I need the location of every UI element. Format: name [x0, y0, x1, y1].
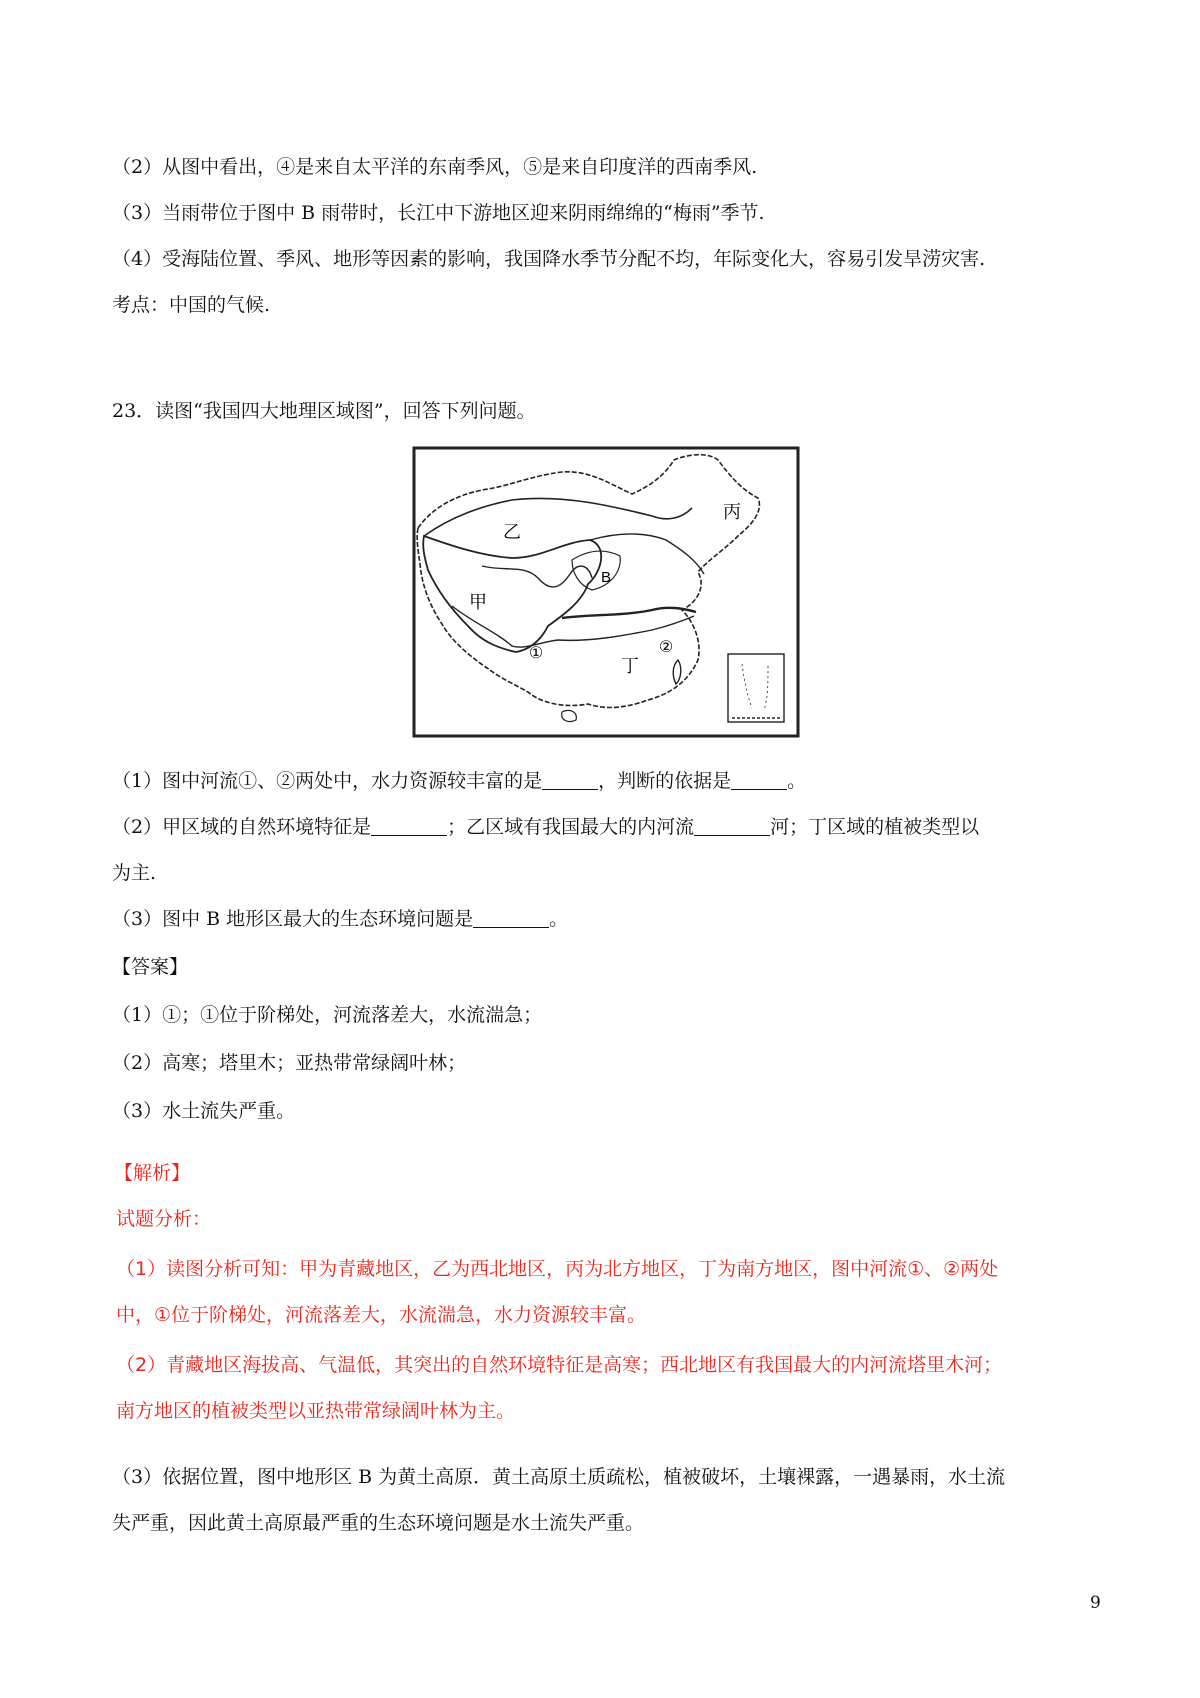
analysis-subheading: 试题分析： [116, 1208, 212, 1230]
label-ding: 丁 [621, 656, 639, 677]
label-yi: 乙 [503, 522, 521, 543]
question-title: 23．读图“我国四大地理区域图”，回答下列问题。 [112, 400, 536, 422]
q1-text-a: （1）图中河流①、②两处中，水力资源较丰富的是 [112, 770, 543, 792]
analysis-heading: 【解析】 [114, 1162, 191, 1184]
prev-kaodian: 考点：中国的气候. [112, 294, 271, 316]
q1-text-c: 。 [787, 770, 807, 792]
answer-2: （2）高寒；塔里木；亚热带常绿阔叶林； [112, 1052, 467, 1074]
q3-text-b: 。 [549, 908, 569, 930]
page-number: 9 [1090, 1593, 1101, 1613]
answer-1: （1）①；①位于阶梯处，河流落差大，水流湍急； [112, 1004, 543, 1026]
analysis-p1-line2: 中，①位于阶梯处，河流落差大，水流湍急，水力资源较丰富。 [116, 1304, 647, 1326]
q1-blank-2 [731, 771, 787, 790]
analysis-p2-line2: 南方地区的植被类型以亚热带常绿阔叶林为主。 [116, 1400, 516, 1422]
question-1 [112, 768, 806, 794]
china-regions-map [412, 446, 800, 738]
q2-text-b: ；乙区域有我国最大的内河流 [447, 816, 695, 838]
q1-text-b: ，判断的依据是 [598, 770, 732, 792]
analysis-p3-line2: 失严重，因此黄土高原最严重的生态环境问题是水土流失严重。 [112, 1512, 645, 1534]
answer-heading: 【答案】 [112, 956, 189, 978]
prev-answer-4: （4）受海陆位置、季风、地形等因素的影响，我国降水季节分配不均，年际变化大，容易引发旱涝灾害. [112, 248, 986, 270]
answer-3: （3）水土流失严重。 [112, 1100, 296, 1122]
label-jia: 甲 [469, 592, 487, 613]
label-b: B [600, 569, 612, 586]
q3-text-a: （3）图中 B 地形区最大的生态环境问题是 [112, 908, 474, 930]
question-3 [112, 906, 568, 932]
analysis-p3-line1: （3）依据位置，图中地形区 B 为黄土高原．黄土高原土质疏松，植被破坏，土壤裸露，一遇暴雨，水土流 [112, 1466, 1006, 1488]
q2-text-c: 河；丁区域的植被类型以 [770, 816, 980, 838]
question-2 [112, 814, 979, 840]
question-2-cont: 为主. [112, 862, 157, 884]
q2-blank-2 [694, 817, 770, 836]
analysis-p2-line1: （2）青藏地区海拔高、气温低，其突出的自然环境特征是高寒；西北地区有我国最大的内河流塔里木河； [116, 1354, 1003, 1376]
label-river-1: ① [528, 643, 544, 662]
label-bing: 丙 [723, 502, 741, 523]
label-river-2: ② [658, 637, 674, 656]
prev-answer-3: （3）当雨带位于图中 B 雨带时，长江中下游地区迎来阴雨绵绵的“梅雨”季节. [112, 202, 765, 224]
prev-answer-2: （2）从图中看出，④是来自太平洋的东南季风，⑤是来自印度洋的西南季风. [112, 156, 758, 178]
q2-blank-1 [371, 817, 447, 836]
q1-blank-1 [542, 771, 598, 790]
q2-text-a: （2）甲区域的自然环境特征是 [112, 816, 372, 838]
analysis-p1-line1: （1）读图分析可知：甲为青藏地区，乙为西北地区，丙为北方地区，丁为南方地区，图中河流①、②两处 [116, 1258, 999, 1280]
q3-blank-1 [473, 909, 549, 928]
